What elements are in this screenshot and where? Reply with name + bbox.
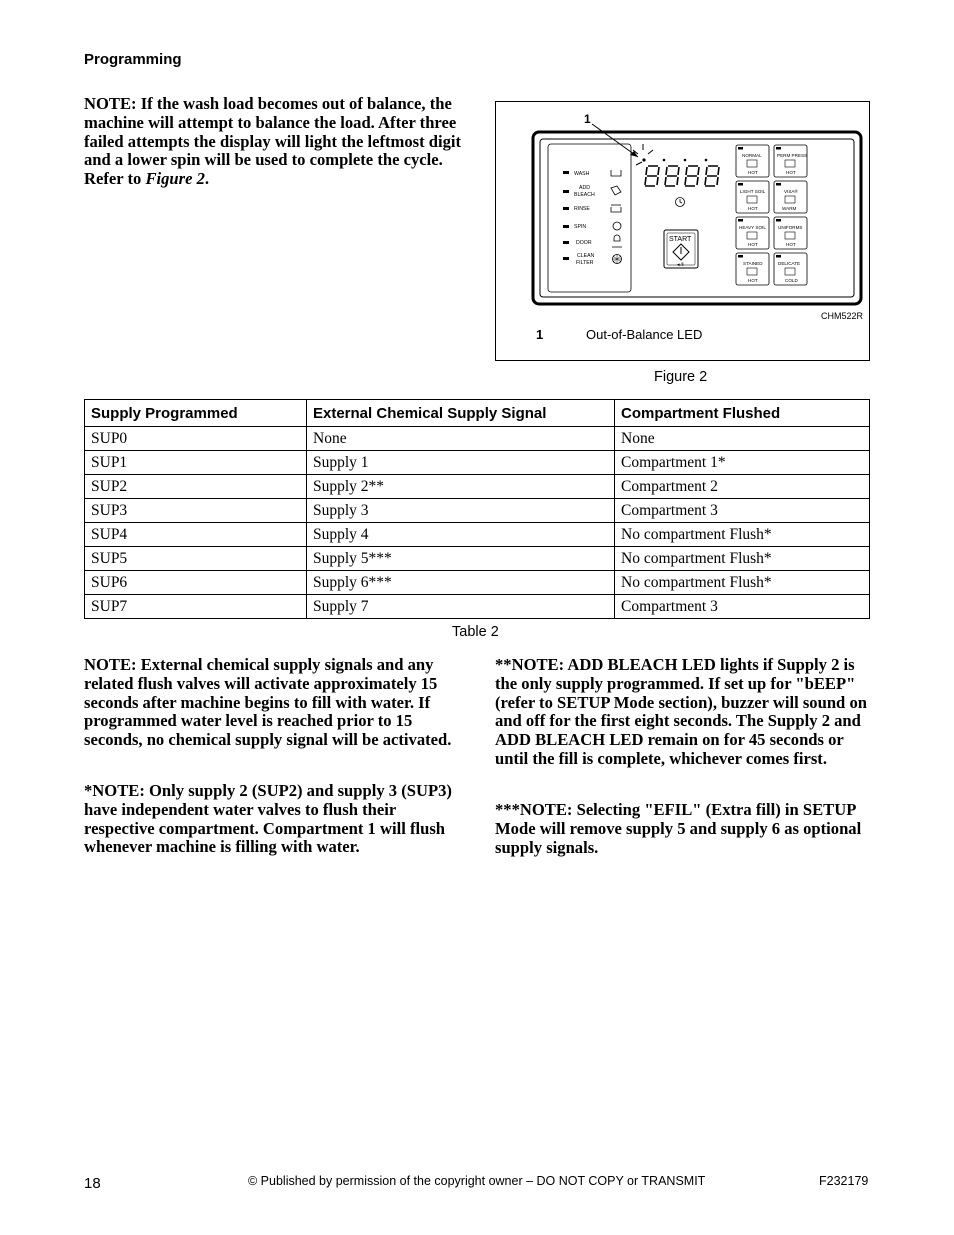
light-soil-temp: HOT bbox=[748, 206, 758, 211]
note-balance bbox=[84, 95, 464, 189]
legend-label: Out-of-Balance LED bbox=[586, 327, 703, 342]
cell-compartment: Compartment 3 bbox=[615, 595, 870, 619]
table-row bbox=[85, 475, 870, 499]
delicate-temp: COLD bbox=[785, 278, 798, 283]
note-external-supply: NOTE: External chemical supply signals and any related flush valves will activate approximately 15 seconds after machine begins to fill with water. If programmed water level is reached prior to 15 seconds, no chemical supply signal will be activated. bbox=[84, 655, 452, 750]
cell-compartment: No compartment Flush* bbox=[615, 571, 870, 595]
cell-compartment: None bbox=[615, 427, 870, 451]
table-row bbox=[85, 523, 870, 547]
normal-temp: HOT bbox=[748, 170, 758, 175]
control-panel-illustration bbox=[496, 102, 871, 362]
cell-signal: Supply 3 bbox=[307, 499, 615, 523]
stained-label: STAINED bbox=[743, 261, 763, 266]
visa-label: VISA® bbox=[784, 189, 798, 194]
cell-supply: SUP6 bbox=[85, 571, 307, 595]
note-balance-figure-ref: Figure 2 bbox=[145, 169, 205, 189]
table-row bbox=[85, 547, 870, 571]
perm-press-label: PERM PRESS bbox=[777, 153, 808, 158]
figure-2-box bbox=[495, 101, 870, 361]
door-label: DOOR bbox=[576, 240, 592, 246]
note-triple-star: ***NOTE: Selecting "EFIL" (Extra fill) in SETUP Mode will remove supply 5 and supply 6 as optional supply signals. bbox=[495, 800, 862, 857]
spin-led bbox=[563, 225, 569, 228]
figure-caption: Figure 2 bbox=[654, 369, 708, 385]
cell-compartment: Compartment 3 bbox=[615, 499, 870, 523]
heavy-soil-temp: HOT bbox=[748, 242, 758, 247]
uniforms-label: UNIFORMS bbox=[778, 225, 803, 230]
cell-compartment: No compartment Flush* bbox=[615, 547, 870, 571]
supply-table bbox=[84, 399, 870, 619]
panel-code: CHM522R bbox=[821, 311, 864, 321]
add-bleach-label-2: BLEACH bbox=[574, 192, 595, 198]
header-supply-programmed: Supply Programmed bbox=[85, 400, 307, 427]
table-row bbox=[85, 451, 870, 475]
rinse-led bbox=[563, 207, 569, 210]
start-label: START bbox=[669, 236, 692, 243]
cell-supply: SUP1 bbox=[85, 451, 307, 475]
cell-compartment: Compartment 1* bbox=[615, 451, 870, 475]
clean-filter-label-2: FILTER bbox=[576, 260, 594, 266]
page-number: 18 bbox=[84, 1175, 101, 1192]
cell-supply: SUP5 bbox=[85, 547, 307, 571]
note-double-star: **NOTE: ADD BLEACH LED lights if Supply 2 is the only supply programmed. If set up for "bEEP"(refer to SETUP Mode section), buzzer will sound on and off for the first eight seconds. The Supply 2 and ADD BLEACH LED remain on for 45 seconds or until the fill is complete, whichever comes first. bbox=[495, 655, 867, 768]
note-balance-text: NOTE: If the wash load becomes out of balance, the machine will attempt to balance the load. After three failed attempts the display will light the leftmost digit and a lower spin will be used to complete the cycle. Refer to bbox=[84, 94, 462, 189]
header-external-signal: External Chemical Supply Signal bbox=[307, 400, 615, 427]
delicate-label: DELICATE bbox=[778, 261, 801, 266]
table-row bbox=[85, 571, 870, 595]
cell-signal: Supply 5*** bbox=[307, 547, 615, 571]
cell-compartment: Compartment 2 bbox=[615, 475, 870, 499]
clean-filter-label-1: CLEAN bbox=[577, 253, 595, 259]
cell-compartment: No compartment Flush* bbox=[615, 523, 870, 547]
wash-label: WASH bbox=[574, 171, 590, 177]
stained-temp: HOT bbox=[748, 278, 758, 283]
note-single-star: *NOTE: Only supply 2 (SUP2) and supply 3 (SUP3) have independent water valves to flush their respective compartment. Compartment 1 will flush whenever machine is filling with water. bbox=[84, 781, 452, 857]
light-soil-label: LIGHT SOIL bbox=[740, 189, 766, 194]
cell-signal: Supply 6*** bbox=[307, 571, 615, 595]
panel-frame bbox=[533, 132, 861, 304]
spin-label: SPIN bbox=[574, 224, 587, 230]
table-row bbox=[85, 595, 870, 619]
copyright-notice: © Published by permission of the copyright owner – DO NOT COPY or TRANSMIT bbox=[248, 1174, 706, 1188]
note-balance-end: . bbox=[204, 169, 210, 189]
callout-number: 1 bbox=[584, 112, 591, 126]
cell-signal: Supply 1 bbox=[307, 451, 615, 475]
cell-supply: SUP3 bbox=[85, 499, 307, 523]
uniforms-temp: HOT bbox=[786, 242, 796, 247]
document-code: F232179 bbox=[819, 1174, 869, 1188]
legend-number: 1 bbox=[536, 327, 544, 342]
rinse-label: RINSE bbox=[574, 206, 590, 212]
cell-signal: Supply 4 bbox=[307, 523, 615, 547]
visa-temp: WARM bbox=[782, 206, 797, 211]
svg-text:◄/‖: ◄/‖ bbox=[676, 262, 684, 267]
heavy-soil-label: HEAVY SOIL bbox=[739, 225, 766, 230]
wash-led bbox=[563, 171, 569, 174]
normal-label: NORMAL bbox=[742, 153, 762, 158]
section-heading: Programming bbox=[84, 51, 182, 68]
add-bleach-led bbox=[563, 190, 569, 193]
cell-supply: SUP2 bbox=[85, 475, 307, 499]
cell-supply: SUP4 bbox=[85, 523, 307, 547]
perm-press-temp: HOT bbox=[786, 170, 796, 175]
table-header-row bbox=[85, 400, 870, 427]
cell-supply: SUP0 bbox=[85, 427, 307, 451]
table-row bbox=[85, 427, 870, 451]
clean-filter-led bbox=[563, 257, 569, 260]
door-led bbox=[563, 241, 569, 244]
out-of-balance-led bbox=[642, 158, 645, 161]
cell-signal: Supply 2** bbox=[307, 475, 615, 499]
table-caption: Table 2 bbox=[452, 624, 499, 640]
table-row bbox=[85, 499, 870, 523]
add-bleach-label-1: ADD bbox=[579, 185, 590, 191]
cell-supply: SUP7 bbox=[85, 595, 307, 619]
cell-signal: Supply 7 bbox=[307, 595, 615, 619]
header-compartment-flushed: Compartment Flushed bbox=[615, 400, 870, 427]
cell-signal: None bbox=[307, 427, 615, 451]
